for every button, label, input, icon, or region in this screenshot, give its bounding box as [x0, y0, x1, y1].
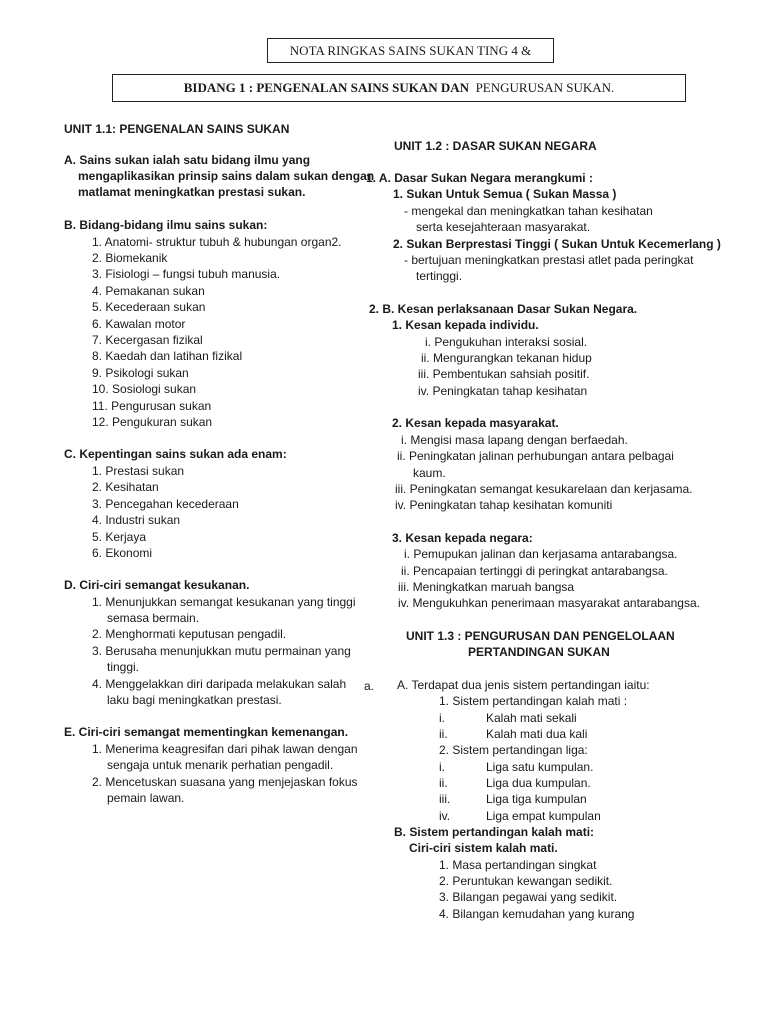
bidang-box [112, 74, 686, 102]
subsection-heading: 1. Kesan kepada individu. [392, 318, 539, 332]
list-item: 4. Bilangan kemudahan yang kurang [439, 907, 635, 921]
list-item: - bertujuan meningkatkan prestasi atlet pada peringkat [404, 253, 694, 267]
list-item: Kalah mati sekali [486, 711, 577, 725]
section-a-line: matlamat meningkatkan prestasi sukan. [78, 185, 306, 199]
list-item: 3. Pencegahan kecederaan [92, 497, 239, 511]
unit-1-2-title: UNIT 1.2 : DASAR SUKAN NEGARA [394, 139, 597, 153]
list-item: 1. Anatomi- struktur tubuh & hubungan organ2. [92, 235, 342, 249]
unit-1-3-title: UNIT 1.3 : PENGURUSAN DAN PENGELOLAAN [406, 629, 675, 643]
list-item: 4. Pemakanan sukan [92, 284, 205, 298]
list-item: iv. Mengukuhkan penerimaan masyarakat antarabangsa. [398, 596, 700, 610]
list-item: semasa bermain. [107, 611, 200, 625]
list-item: 1. Sukan Untuk Semua ( Sukan Massa ) [393, 187, 617, 201]
bidang-title-rest: PENGURUSAN SUKAN. [475, 80, 615, 95]
list-item: pemain lawan. [107, 791, 185, 805]
list-item: i. Mengisi masa lapang dengan berfaedah. [401, 433, 628, 447]
list-item: iv. Peningkatan tahap kesihatan [418, 384, 588, 398]
list-item: i. Pemupukan jalinan dan kerjasama antarabangsa. [404, 547, 678, 561]
list-item: 10. Sosiologi sukan [92, 382, 197, 396]
list-item: 12. Pengukuran sukan [92, 415, 213, 429]
list-item: 2. Menghormati keputusan pengadil. [92, 627, 287, 641]
list-item: 9. Psikologi sukan [92, 366, 189, 380]
list-item: 4. Industri sukan [92, 513, 181, 527]
section-heading: 1. A. Dasar Sukan Negara merangkumi : [366, 171, 593, 185]
section-a-line: mengaplikasikan prinsip sains dalam sukan dengan [78, 169, 375, 183]
list-item: 2. Mencetuskan suasana yang menjejaskan fokus [92, 775, 358, 789]
list-item: laku bagi meningkatkan prestasi. [107, 693, 282, 707]
list-item: 2. Kesihatan [92, 480, 159, 494]
list-item: Liga satu kumpulan. [486, 760, 594, 774]
list-item: 1. Menerima keagresifan dari pihak lawan dengan [92, 742, 358, 756]
list-item: 5. Kerjaya [92, 530, 147, 544]
list-item: 1. Masa pertandingan singkat [439, 858, 597, 872]
list-item: iii. Pembentukan sahsiah positif. [418, 367, 590, 381]
list-item: Liga empat kumpulan [486, 809, 601, 823]
subsection-heading: 2. Sistem pertandingan liga: [439, 743, 588, 757]
list-item: 2. Biomekanik [92, 251, 168, 265]
list-item: Kalah mati dua kali [486, 727, 588, 741]
list-item: 4. Menggelakkan diri daripada melakukan salah [92, 677, 347, 691]
list-item: iii. Meningkatkan maruah bangsa [398, 580, 575, 594]
list-item-num: i. [439, 711, 445, 725]
list-item: 5. Kecederaan sukan [92, 300, 206, 314]
list-item: tertinggi. [416, 269, 463, 283]
list-item: Liga dua kumpulan. [486, 776, 591, 790]
list-item-num: ii. [439, 727, 448, 741]
section-b-heading: B. Bidang-bidang ilmu sains sukan: [64, 218, 268, 232]
subsection-heading: 2. Kesan kepada masyarakat. [392, 416, 559, 430]
list-item: 3. Berusaha menunjukkan mutu permainan yang [92, 644, 351, 658]
list-item: tinggi. [107, 660, 140, 674]
section-d-heading: D. Ciri-ciri semangat kesukanan. [64, 578, 250, 592]
list-item: ii. Mengurangkan tekanan hidup [421, 351, 592, 365]
bidang-title: BIDANG 1 : PENGENALAN SAINS SUKAN DAN [183, 80, 470, 95]
list-item: iv. Peningkatan tahap kesihatan komuniti [395, 498, 613, 512]
list-item: 1. Menunjukkan semangat kesukanan yang tinggi [92, 595, 356, 609]
list-item: ii. Peningkatan jalinan perhubungan antara pelbagai [397, 449, 674, 463]
list-item: sengaja untuk menarik perhatian pengadil. [107, 758, 334, 772]
list-item: 2. Peruntukan kewangan sedikit. [439, 874, 613, 888]
list-item: ii. Pencapaian tertinggi di peringkat antarabangsa. [401, 564, 668, 578]
document-title: NOTA RINGKAS SAINS SUKAN TING 4 & [289, 43, 532, 58]
list-item: 1. Prestasi sukan [92, 464, 185, 478]
section-heading: 2. B. Kesan perlaksanaan Dasar Sukan Negara. [369, 302, 638, 316]
list-item: 3. Bilangan pegawai yang sedikit. [439, 890, 618, 904]
list-item: 2. Sukan Berprestasi Tinggi ( Sukan Untuk Kecemerlang ) [393, 237, 721, 251]
list-item-num: ii. [439, 776, 448, 790]
section-heading: B. Sistem pertandingan kalah mati: [394, 825, 595, 839]
subsection-heading: Ciri-ciri sistem kalah mati. [409, 841, 558, 855]
subsection-heading: 1. Sistem pertandingan kalah mati : [439, 694, 628, 708]
list-item: - mengekal dan meningkatkan tahan kesihatan [404, 204, 653, 218]
section-heading: A. Terdapat dua jenis sistem pertandingan iaitu: [397, 678, 650, 692]
section-c-heading: C. Kepentingan sains sukan ada enam: [64, 447, 287, 461]
list-item: 6. Ekonomi [92, 546, 153, 560]
list-item: serta kesejahteraan masyarakat. [416, 220, 591, 234]
list-item-num: i. [439, 760, 445, 774]
list-item: kaum. [413, 466, 446, 480]
list-item: iii. Peningkatan semangat kesukarelaan dan kerjasama. [395, 482, 693, 496]
list-item-num: iv. [439, 809, 451, 823]
list-item-num: iii. [439, 792, 451, 806]
section-a-line: A. Sains sukan ialah satu bidang ilmu yang [64, 153, 311, 167]
unit-1-3-title: PERTANDINGAN SUKAN [468, 645, 610, 659]
section-e-heading: E. Ciri-ciri semangat mementingkan kemenangan. [64, 725, 349, 739]
stray-marker: a. [364, 679, 375, 693]
list-item: Liga tiga kumpulan [486, 792, 587, 806]
unit-1-1-title: UNIT 1.1: PENGENALAN SAINS SUKAN [64, 122, 290, 136]
list-item: 11. Pengurusan sukan [92, 399, 212, 413]
list-item: i. Pengukuhan interaksi sosial. [425, 335, 588, 349]
title-box [267, 38, 554, 63]
list-item: 3. Fisiologi – fungsi tubuh manusia. [92, 267, 281, 281]
list-item: 8. Kaedah dan latihan fizikal [92, 349, 243, 363]
subsection-heading: 3. Kesan kepada negara: [392, 531, 533, 545]
list-item: 6. Kawalan motor [92, 317, 186, 331]
list-item: 7. Kecergasan fizikal [92, 333, 203, 347]
